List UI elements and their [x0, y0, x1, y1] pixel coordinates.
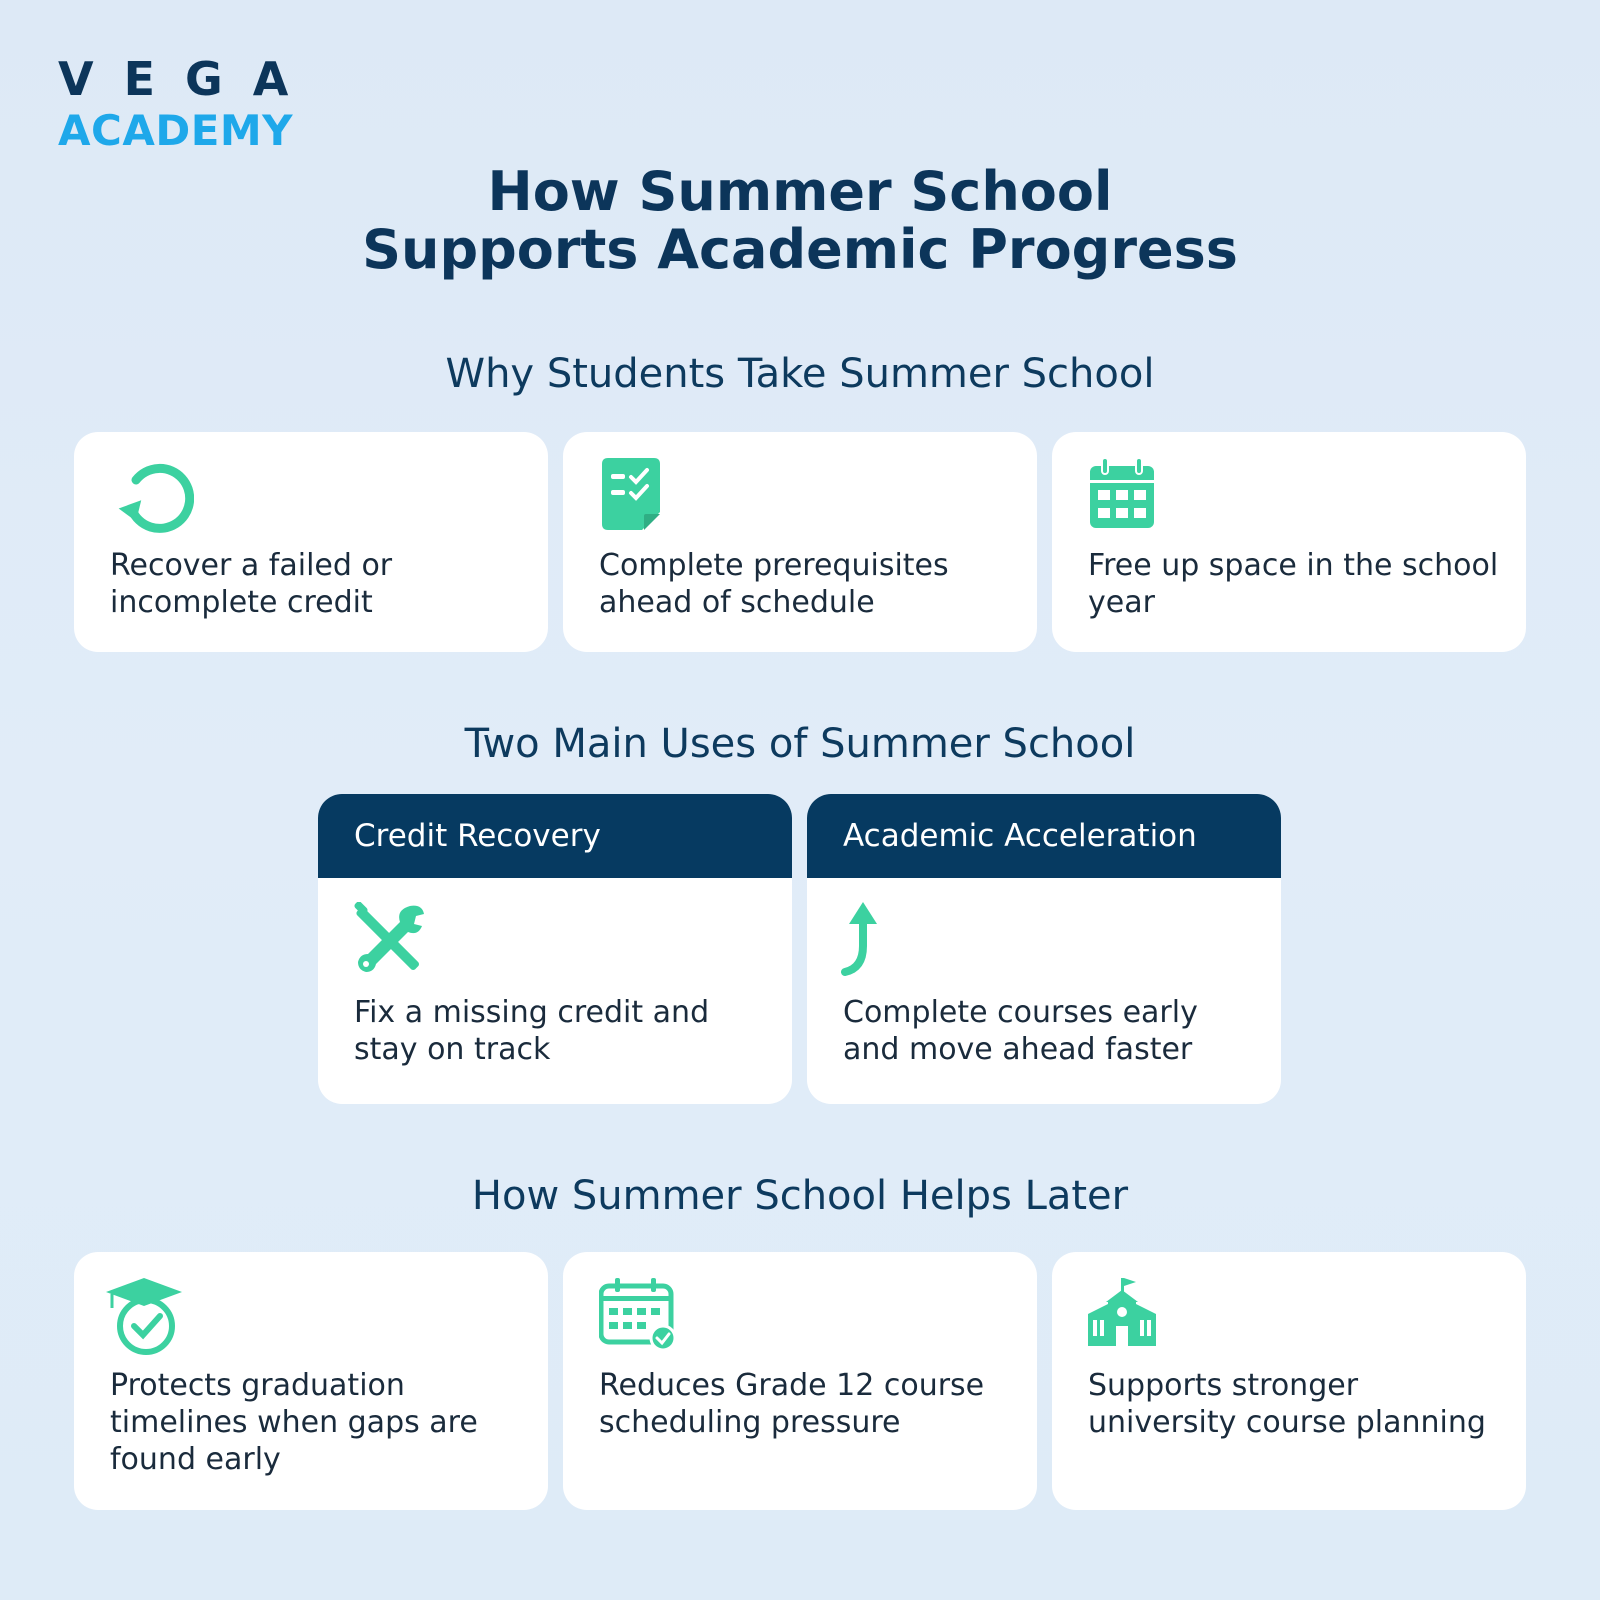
page-title-line2: Supports Academic Progress: [362, 218, 1238, 281]
later-card-grade12: [563, 1252, 1037, 1510]
use-card-text: Complete courses early and move ahead faster: [843, 995, 1198, 1067]
use-card-heading: Academic Acceleration: [807, 794, 1281, 878]
later-card-text: Reduces Grade 12 course scheduling pressure: [599, 1368, 985, 1440]
why-card-text: Recover a failed or incomplete credit: [110, 548, 393, 620]
section-title-uses: Two Main Uses of Summer School: [464, 721, 1136, 767]
tools-icon: [352, 902, 432, 982]
use-card-heading: Credit Recovery: [318, 794, 792, 878]
page-title-line1: How Summer School: [487, 160, 1113, 223]
use-card-credit-recovery: [318, 794, 792, 1104]
use-card-text: Fix a missing credit and stay on track: [354, 995, 710, 1067]
page-title: [0, 160, 1600, 281]
why-card-text: Free up space in the school year: [1088, 548, 1499, 620]
checklist-icon: [599, 458, 683, 542]
calendar-check-icon: [599, 1278, 683, 1362]
vega-academy-logo: [58, 52, 319, 155]
logo-vega-text: VEGA: [58, 52, 319, 106]
later-card-university: [1052, 1252, 1526, 1510]
graduation-clock-icon: [106, 1278, 190, 1362]
why-card-prerequisites: [563, 432, 1037, 652]
why-card-free-space: [1052, 432, 1526, 652]
why-card-text: Complete prerequisites ahead of schedule: [599, 548, 949, 620]
section-title-why: Why Students Take Summer School: [445, 351, 1155, 397]
later-card-graduation: [74, 1252, 548, 1510]
why-card-recover: [74, 432, 548, 652]
section-title-later: How Summer School Helps Later: [471, 1173, 1129, 1219]
later-card-text: Protects graduation timelines when gaps are found early: [110, 1368, 478, 1477]
refresh-icon: [110, 458, 194, 542]
calendar-icon: [1088, 458, 1172, 542]
later-card-text: Supports stronger university course planning: [1088, 1368, 1486, 1440]
use-card-academic-acceleration: [807, 794, 1281, 1104]
university-icon: [1088, 1278, 1172, 1362]
arrow-up-icon: [841, 902, 921, 982]
logo-academy-text: ACADEMY: [58, 106, 294, 155]
